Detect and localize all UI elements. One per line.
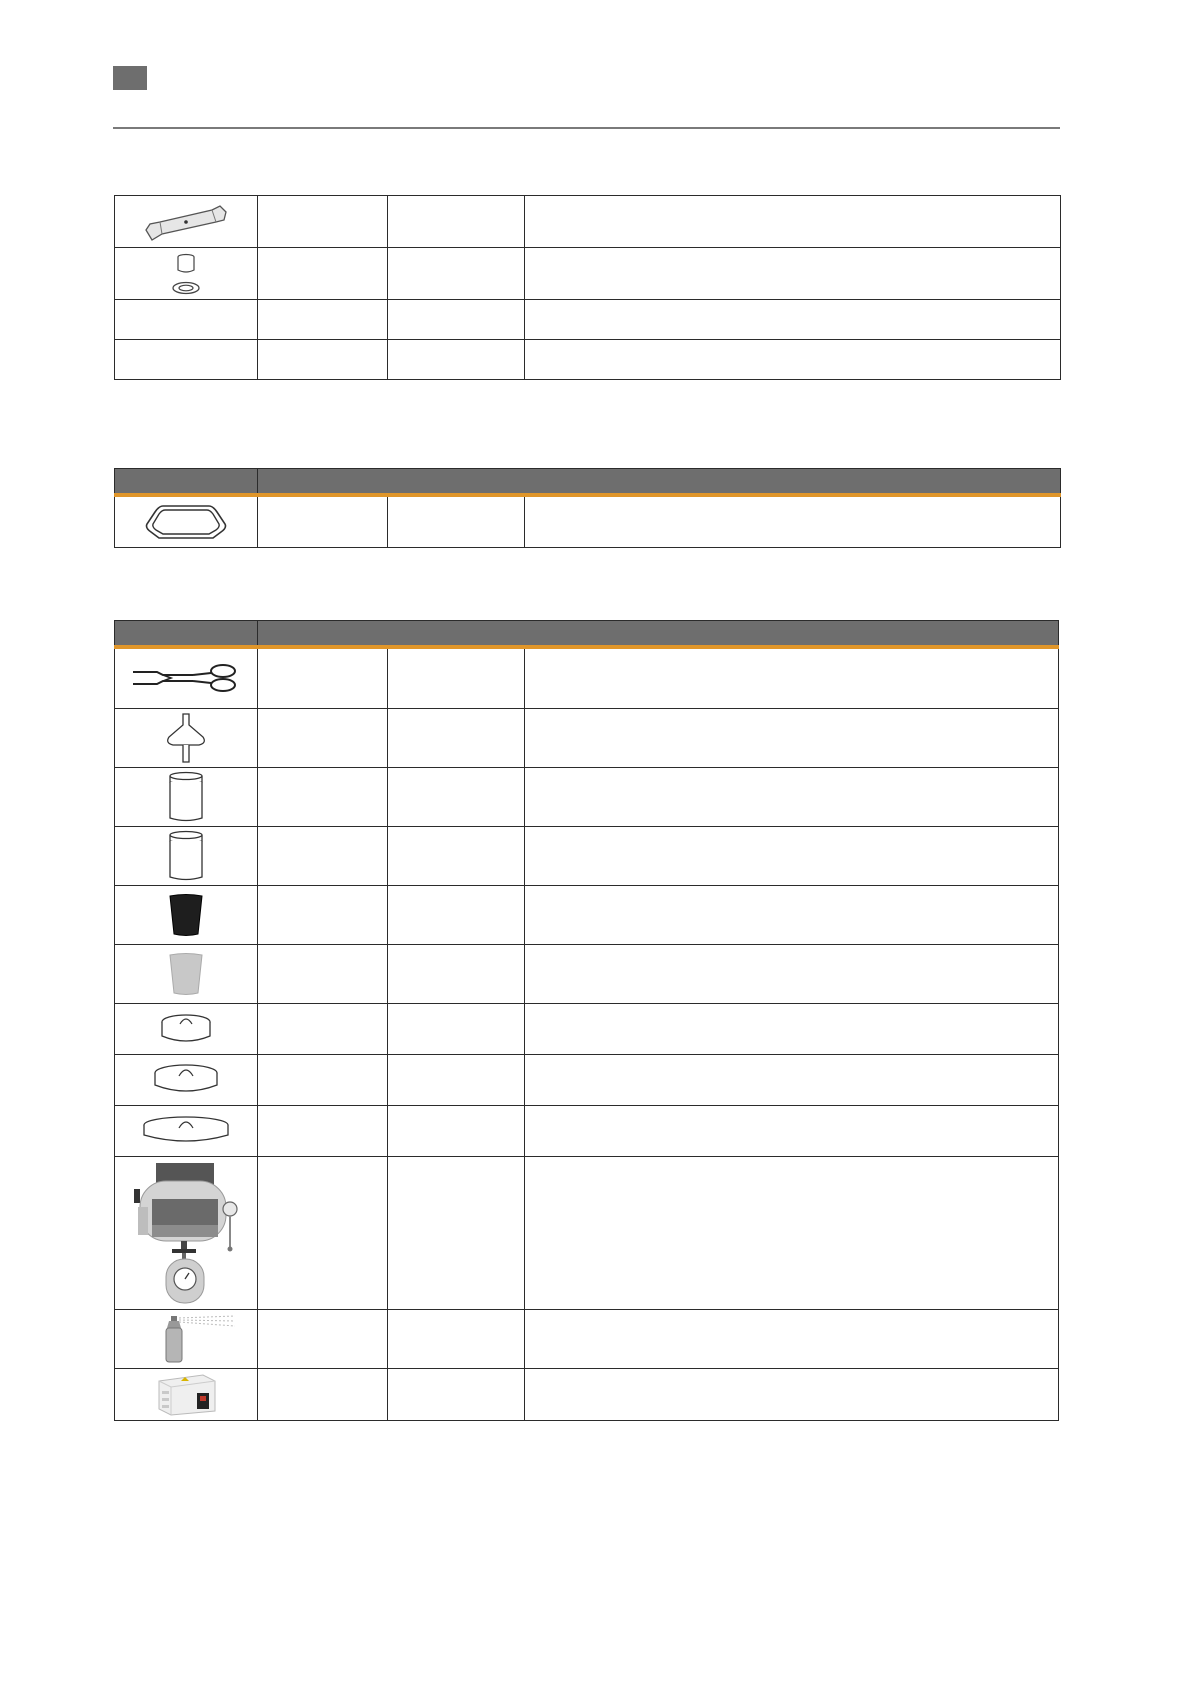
table-row xyxy=(115,248,1061,300)
jar-icon xyxy=(166,829,206,883)
grey-cup-icon xyxy=(166,951,206,997)
cell xyxy=(388,1368,525,1420)
cell xyxy=(525,300,1061,340)
cell xyxy=(388,1309,525,1368)
cell xyxy=(525,1054,1059,1105)
page-marker xyxy=(113,66,147,90)
table-row xyxy=(115,1156,1059,1309)
table-row xyxy=(115,1105,1059,1156)
cell xyxy=(388,944,525,1003)
cell xyxy=(388,1054,525,1105)
table-row xyxy=(115,1309,1059,1368)
black-cup-icon xyxy=(166,892,206,938)
table-row xyxy=(115,300,1061,340)
cell xyxy=(525,708,1059,767)
cell xyxy=(525,196,1061,248)
cell xyxy=(525,647,1059,708)
table-row xyxy=(115,944,1059,1003)
part-image-cell xyxy=(115,647,258,708)
header-cell xyxy=(115,621,258,648)
header-cell xyxy=(258,621,1059,648)
cell xyxy=(525,885,1059,944)
cell xyxy=(258,708,388,767)
table-row xyxy=(115,708,1059,767)
part-image-cell xyxy=(115,767,258,826)
part-image-cell xyxy=(115,1105,258,1156)
table-header-row xyxy=(115,621,1059,648)
header-cell xyxy=(258,469,1061,496)
tongs-icon xyxy=(131,661,241,695)
cell xyxy=(388,340,525,380)
autoclave-with-gauge-icon xyxy=(126,1159,246,1307)
table-row xyxy=(115,1368,1059,1420)
cell xyxy=(258,196,388,248)
part-image-cell xyxy=(115,1156,258,1309)
cell xyxy=(388,300,525,340)
cell xyxy=(525,340,1061,380)
cell xyxy=(258,1105,388,1156)
cell xyxy=(258,340,388,380)
part-image-cell xyxy=(115,1309,258,1368)
cell xyxy=(258,767,388,826)
cell xyxy=(258,647,388,708)
table-row xyxy=(115,196,1061,248)
part-image-cell xyxy=(115,1368,258,1420)
table-row xyxy=(115,826,1059,885)
control-unit-icon xyxy=(153,1371,219,1417)
table-row xyxy=(115,767,1059,826)
cell xyxy=(115,340,258,380)
cell xyxy=(525,1309,1059,1368)
cell xyxy=(258,495,388,547)
cell xyxy=(525,1368,1059,1420)
cell xyxy=(388,826,525,885)
part-image-cell xyxy=(115,708,258,767)
table-row xyxy=(115,1054,1059,1105)
spray-can-icon xyxy=(131,1312,241,1366)
part-image-cell xyxy=(115,885,258,944)
cell xyxy=(525,826,1059,885)
header-cell xyxy=(115,469,258,496)
funnel-icon xyxy=(163,711,209,765)
parts-table-3 xyxy=(114,620,1059,1421)
cell xyxy=(258,1156,388,1309)
cell xyxy=(388,767,525,826)
cell xyxy=(258,826,388,885)
cell xyxy=(388,647,525,708)
cap-and-washer-icon xyxy=(166,250,206,298)
cell xyxy=(258,1368,388,1420)
gasket-icon xyxy=(143,502,229,542)
table-row xyxy=(115,885,1059,944)
cell xyxy=(115,300,258,340)
cell xyxy=(388,1156,525,1309)
cell xyxy=(258,1309,388,1368)
cell xyxy=(525,1003,1059,1054)
cell xyxy=(388,708,525,767)
part-image-cell xyxy=(115,196,258,248)
cell xyxy=(525,495,1061,547)
part-image-cell xyxy=(115,826,258,885)
table-row xyxy=(115,1003,1059,1054)
cell xyxy=(525,944,1059,1003)
cell xyxy=(525,767,1059,826)
cell xyxy=(388,885,525,944)
table-row xyxy=(115,340,1061,380)
part-image-cell xyxy=(115,495,258,547)
parts-table-1 xyxy=(114,195,1061,380)
part-image-cell xyxy=(115,944,258,1003)
cell xyxy=(525,1156,1059,1309)
cell xyxy=(258,885,388,944)
cone-base-large-icon xyxy=(141,1113,231,1149)
cell xyxy=(525,248,1061,300)
cell xyxy=(258,1054,388,1105)
jar-icon xyxy=(166,770,206,824)
cell xyxy=(258,248,388,300)
table-header-row xyxy=(115,469,1061,496)
cell xyxy=(388,248,525,300)
part-image-cell xyxy=(115,1054,258,1105)
cell xyxy=(388,1105,525,1156)
table-row xyxy=(115,495,1061,547)
parts-table-2 xyxy=(114,468,1061,548)
part-image-cell xyxy=(115,248,258,300)
table-row xyxy=(115,647,1059,708)
cell xyxy=(388,1003,525,1054)
tube-wrench-icon xyxy=(140,200,232,244)
cone-base-medium-icon xyxy=(152,1061,220,1099)
header-rule xyxy=(113,127,1060,129)
cell xyxy=(258,1003,388,1054)
part-image-cell xyxy=(115,1003,258,1054)
cell xyxy=(388,495,525,547)
cell xyxy=(258,944,388,1003)
cell xyxy=(258,300,388,340)
cone-base-small-icon xyxy=(159,1010,213,1048)
cell xyxy=(525,1105,1059,1156)
cell xyxy=(388,196,525,248)
